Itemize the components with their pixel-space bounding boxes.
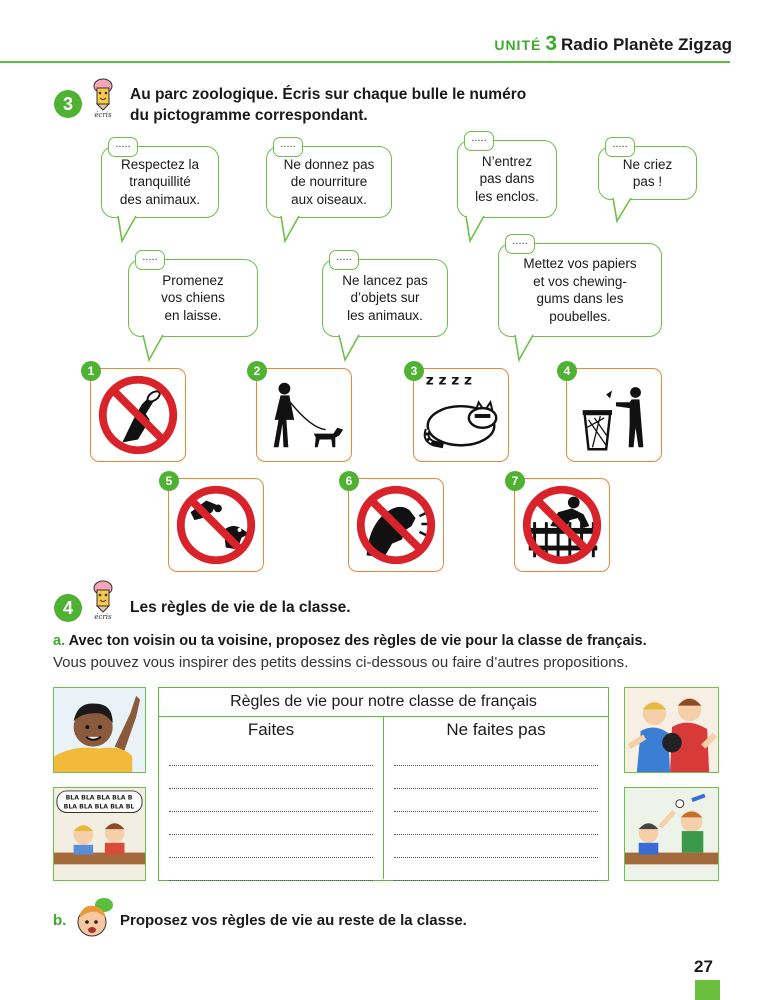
pictogram-number: 4: [557, 361, 577, 381]
instruction-b-text: Proposez vos règles de vie au reste de la classe.: [120, 912, 467, 929]
no-feeding-hand-icon: [91, 369, 185, 461]
writing-line[interactable]: [394, 812, 598, 835]
writing-line[interactable]: [394, 743, 598, 766]
no-throwing-objects-icon: [169, 479, 263, 571]
answer-blank[interactable]: .....: [329, 250, 359, 270]
svg-text:écris: écris: [94, 613, 112, 620]
exercise-3-number: 3: [54, 90, 82, 118]
instruction-a-label: a.: [53, 633, 66, 649]
speech-bubble-6: ..... Ne lancez pas d’objets sur les animaux.: [322, 259, 448, 337]
writing-line[interactable]: [394, 766, 598, 789]
answer-blank[interactable]: .....: [108, 137, 138, 157]
answer-blank[interactable]: .....: [505, 234, 535, 254]
exercise-4-number: 4: [54, 594, 82, 622]
svg-text:z z z z: z z z z: [425, 372, 472, 389]
writing-line[interactable]: [169, 858, 373, 881]
pictogram-4: [563, 364, 662, 462]
unit-header: [494, 32, 732, 56]
pictogram-2: [253, 364, 352, 462]
pencil-icon: [90, 78, 116, 118]
pencil-icon: [90, 580, 116, 620]
pictogram-5: [165, 474, 264, 572]
instruction-b: [53, 912, 66, 929]
instruction-b-label: b.: [53, 912, 67, 929]
unit-title: Radio Planète Zigzag: [561, 35, 732, 54]
pictogram-number: 6: [339, 471, 359, 491]
writing-line[interactable]: [169, 835, 373, 858]
writing-line[interactable]: [169, 812, 373, 835]
unit-number: 3: [545, 32, 558, 55]
speech-bubble-3: ..... N’entrez pas dans les enclos.: [457, 140, 557, 218]
instruction-a-detail: Vous pouvez vous inspirer des petits dessins ci-dessous ou faire d’autres propositions.: [53, 654, 629, 671]
pictogram-number: 2: [247, 361, 267, 381]
pictogram-6: [345, 474, 444, 572]
column-dont-header: Ne faites pas: [446, 720, 546, 739]
trash-bin-icon: [567, 369, 661, 461]
page-number: 27: [694, 957, 713, 976]
students-fighting-illustration: [624, 687, 719, 773]
rules-table: [158, 687, 609, 881]
writing-line[interactable]: [169, 789, 373, 812]
exercise-3-instruction-line1: Au parc zoologique. Écris sur chaque bulle le numéro: [130, 86, 527, 103]
svg-text:écris: écris: [94, 111, 112, 118]
speech-bubble-1: ..... Respectez la tranquillité des animaux.: [101, 146, 219, 218]
speech-bubble-4: ..... Ne criez pas !: [598, 146, 697, 200]
pictogram-number: 7: [505, 471, 525, 491]
exercise-3-instruction: [130, 84, 526, 126]
instruction-a-text: Avec ton voisin ou ta voisine, proposez des règles de vie pour la classe de français.: [68, 633, 647, 649]
answer-blank[interactable]: .....: [135, 250, 165, 270]
header-divider: [0, 61, 730, 63]
sleeping-raccoon-icon: [414, 369, 508, 461]
column-do: [159, 717, 383, 879]
page-tab: [695, 980, 720, 1000]
answer-blank[interactable]: .....: [464, 131, 494, 151]
dog-on-leash-icon: [257, 369, 351, 461]
answer-blank[interactable]: .....: [273, 137, 303, 157]
speech-bubble-5: ..... Promenez vos chiens en laisse.: [128, 259, 258, 337]
writing-line[interactable]: [169, 766, 373, 789]
unit-label: UNITÉ: [494, 37, 542, 53]
boy-raising-hand-illustration: [53, 687, 146, 773]
speech-bubble-7: ..... Mettez vos papiers et vos chewing- gums dans les poubelles.: [498, 243, 662, 337]
exercise-4-title: Les règles de vie de la classe.: [130, 599, 351, 616]
speech-bubble-2: ..... Ne donnez pas de nourriture aux oiseaux.: [266, 146, 392, 218]
answer-blank[interactable]: .....: [605, 137, 635, 157]
svg-text:BLA BLA BLA BLA B: BLA BLA BLA BLA B: [65, 794, 133, 802]
writing-line[interactable]: [169, 743, 373, 766]
exercise-3-instruction-line2: du pictogramme correspondant.: [130, 107, 368, 124]
talking-face-icon: [74, 896, 114, 940]
instruction-a: [53, 633, 647, 649]
pictogram-1: [87, 364, 186, 462]
column-do-header: Faites: [247, 720, 295, 739]
pictogram-3: [410, 364, 509, 462]
rules-table-title: Règles de vie pour notre classe de français: [159, 688, 608, 717]
no-climbing-fence-icon: [515, 479, 609, 571]
writing-line[interactable]: [394, 858, 598, 881]
no-shouting-icon: [349, 479, 443, 571]
writing-line[interactable]: [394, 789, 598, 812]
svg-text:BLA BLA BLA BLA BL: BLA BLA BLA BLA BL: [63, 803, 135, 811]
students-chatting-illustration: [53, 787, 146, 881]
student-throwing-paper-illustration: [624, 787, 719, 881]
pictogram-number: 1: [81, 361, 101, 381]
writing-line[interactable]: [394, 835, 598, 858]
pictogram-number: 5: [159, 471, 179, 491]
pictogram-7: [511, 474, 610, 572]
pictogram-number: 3: [404, 361, 424, 381]
column-dont: [383, 717, 608, 879]
